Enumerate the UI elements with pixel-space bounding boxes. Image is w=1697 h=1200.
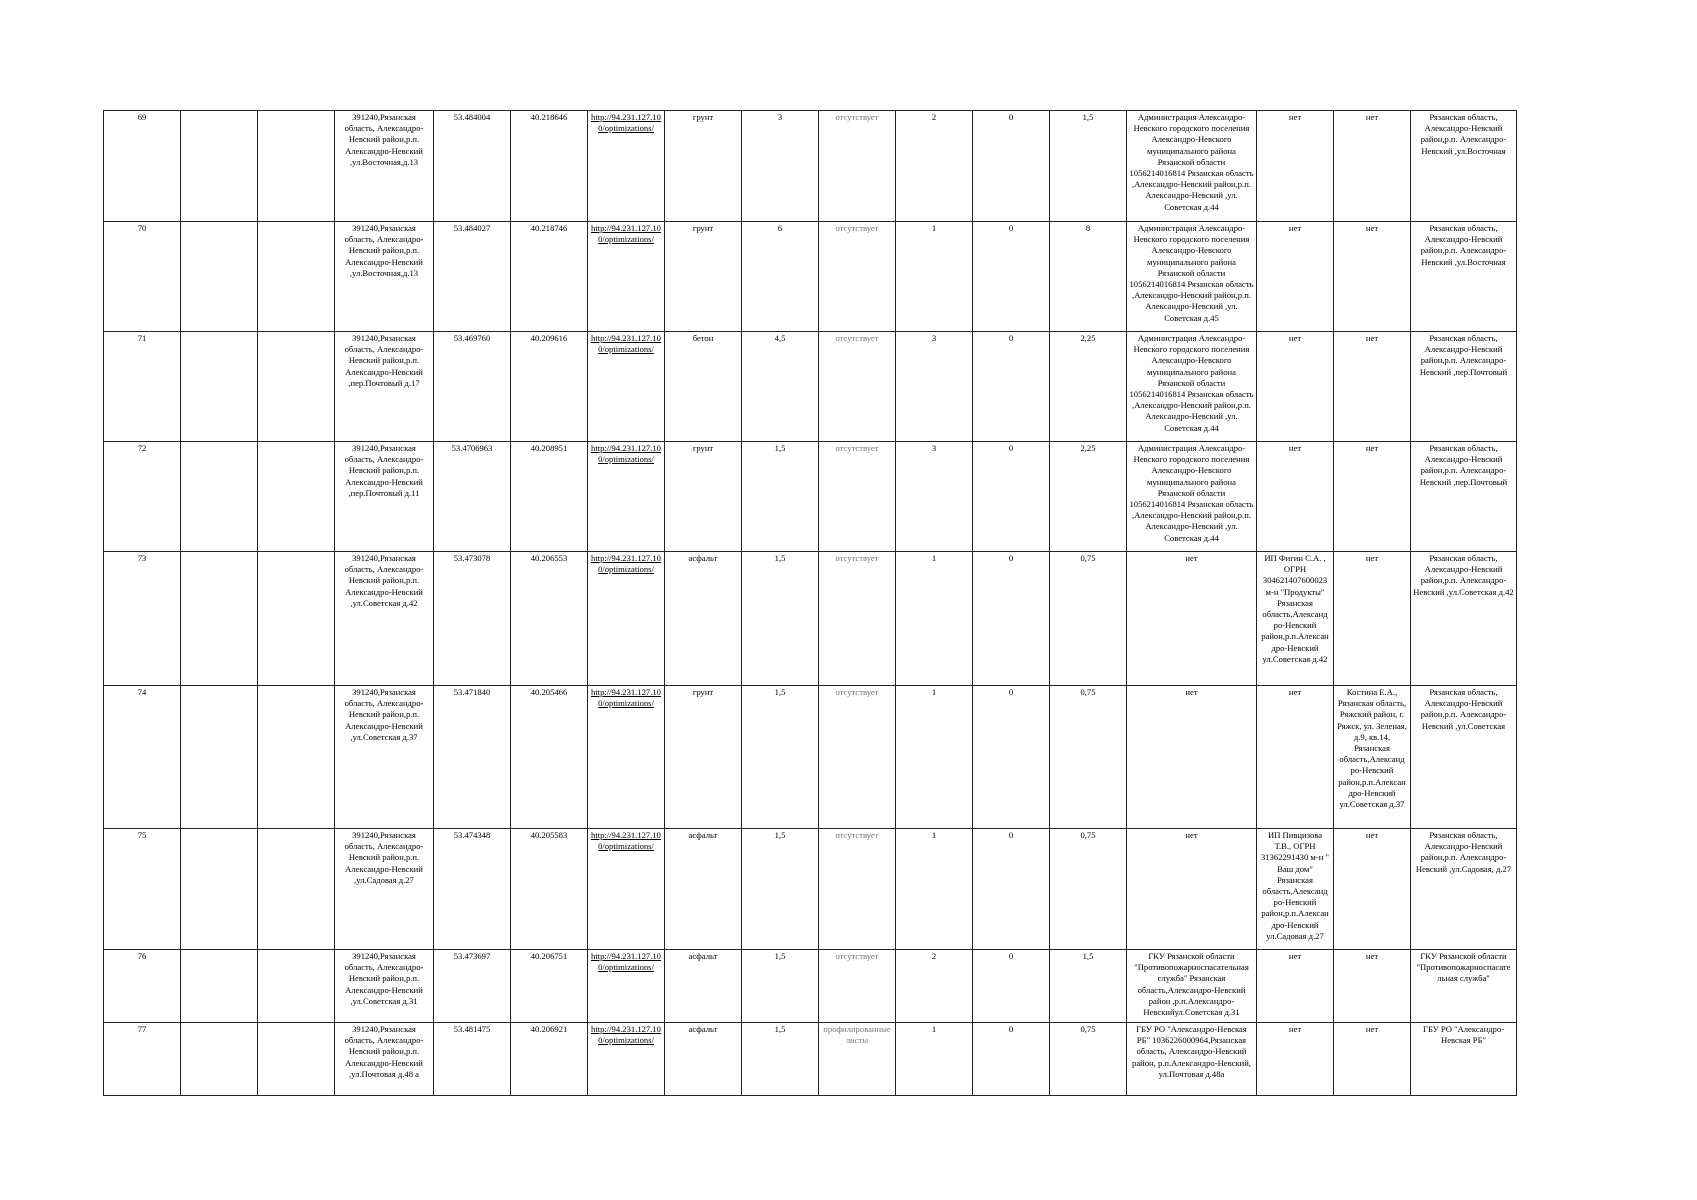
empty-cell [181, 686, 258, 829]
latitude-cell: 53.473078 [434, 552, 511, 686]
address-cell: 391240,Рязанская область, Александро-Невский район,р.п. Александро-Невский ,ул.Садовая д.27 [335, 829, 434, 950]
surface-cell: асфальт [665, 552, 742, 686]
org1-cell: ИП Пивцизова Т.В., ОГРН 31362291430 м-н " Ваш дом" Рязанская область,Александ ро-Невский район,р.п.Алексан дро-Невский ул.Садовая д.27 [1257, 829, 1334, 950]
empty-cell [181, 332, 258, 442]
org1-cell: нет [1257, 950, 1334, 1023]
map-link[interactable]: http://94.231.127.10 0/optimizations/ [588, 222, 665, 332]
table-row [104, 950, 1517, 1023]
org1-cell: нет [1257, 686, 1334, 829]
volume-cell: 2,25 [1050, 332, 1127, 442]
latitude-cell: 53.484027 [434, 222, 511, 332]
owner-cell: нет [1127, 552, 1257, 686]
area-cell: 3 [742, 111, 819, 222]
waste-sites-table [103, 110, 1517, 1096]
empty-cell [258, 442, 335, 552]
latitude-cell: 53.473697 [434, 950, 511, 1023]
fence-cell: отсутствует [819, 686, 896, 829]
row-number: 75 [104, 829, 181, 950]
area-cell: 1,5 [742, 950, 819, 1023]
map-link[interactable]: http://94.231.127.10 0/optimizations/ [588, 950, 665, 1023]
surface-cell: грунт [665, 111, 742, 222]
empty-cell [181, 111, 258, 222]
map-link[interactable]: http://94.231.127.10 0/optimizations/ [588, 686, 665, 829]
fence-cell: отсутствует [819, 552, 896, 686]
surface-cell: асфальт [665, 1023, 742, 1096]
map-link[interactable]: http://94.231.127.10 0/optimizations/ [588, 111, 665, 222]
map-link[interactable]: http://94.231.127.10 0/optimizations/ [588, 442, 665, 552]
row-number: 77 [104, 1023, 181, 1096]
volume-cell: 0,75 [1050, 829, 1127, 950]
empty-cell [181, 1023, 258, 1096]
fence-cell: отсутствует [819, 442, 896, 552]
owner-cell: Администрация Александро-Невского городского поселения Александро-Невского муниципального района Рязанской области 1056214016814 Рязанская область ,Александро-Невский район,р.п. Александро-Невский ,ул. Советская д.44 [1127, 332, 1257, 442]
org1-cell: нет [1257, 1023, 1334, 1096]
empty-cell [258, 222, 335, 332]
owner-cell: нет [1127, 829, 1257, 950]
volume-cell: 1,5 [1050, 950, 1127, 1023]
latitude-cell: 53.469760 [434, 332, 511, 442]
area-cell: 1,5 [742, 1023, 819, 1096]
map-link[interactable]: http://94.231.127.10 0/optimizations/ [588, 552, 665, 686]
containers-cell: 1 [896, 552, 973, 686]
owner-cell: нет [1127, 686, 1257, 829]
org2-cell: Костина Е.А., Рязанская область, Ряжский район, г. Ряжск, ул. Зеленая, д.9, кв.14, Рязанская область,Александ ро-Невский район,р.п.Алексан дро-Невский ул.Советская д.37 [1334, 686, 1411, 829]
latitude-cell: 53.481475 [434, 1023, 511, 1096]
longitude-cell: 40.208951 [511, 442, 588, 552]
fence-cell: профилированные листы [819, 1023, 896, 1096]
row-number: 70 [104, 222, 181, 332]
volume-cell: 0,75 [1050, 1023, 1127, 1096]
empty-cell [258, 950, 335, 1023]
org1-cell: ИП Фигин С.А. , ОГРН 304621407600023 м-н "Продукты" Рязанская область,Александ ро-Невский район,р.п.Алексан дро-Невский ул.Советская д.42 [1257, 552, 1334, 686]
empty-cell [181, 950, 258, 1023]
volume-cell: 0,75 [1050, 552, 1127, 686]
planned-containers-cell: 0 [973, 950, 1050, 1023]
longitude-cell: 40.218646 [511, 111, 588, 222]
source-cell: Рязанская область, Александро-Невский район,р.п. Александро-Невский ,ул.Восточная [1411, 222, 1517, 332]
planned-containers-cell: 0 [973, 222, 1050, 332]
containers-cell: 2 [896, 111, 973, 222]
area-cell: 1,5 [742, 552, 819, 686]
org1-cell: нет [1257, 442, 1334, 552]
address-cell: 391240,Рязанская область, Александро-Невский район,р.п. Александро-Невский ,ул.Почтовая д.48 а [335, 1023, 434, 1096]
longitude-cell: 40.206921 [511, 1023, 588, 1096]
empty-cell [181, 222, 258, 332]
org2-cell: нет [1334, 332, 1411, 442]
registry-sheet [103, 110, 1513, 1086]
org1-cell: нет [1257, 332, 1334, 442]
surface-cell: грунт [665, 442, 742, 552]
fence-cell: отсутствует [819, 111, 896, 222]
owner-cell: Администрация Александро-Невского городского поселения Александро-Невского муниципального района Рязанской области 1056214016814 Рязанская область ,Александро-Невский район,р.п. Александро-Невский ,ул. Советская д.44 [1127, 442, 1257, 552]
row-number: 69 [104, 111, 181, 222]
planned-containers-cell: 0 [973, 829, 1050, 950]
source-cell: Рязанская область, Александро-Невский район,р.п. Александро-Невский ,ул.Восточная [1411, 111, 1517, 222]
source-cell: Рязанская область, Александро-Невский район,р.п. Александро-Невский ,ул.Советская д.42 [1411, 552, 1517, 686]
map-link[interactable]: http://94.231.127.10 0/optimizations/ [588, 332, 665, 442]
source-cell: Рязанская область, Александро-Невский район,р.п. Александро-Невский ,ул.Советская [1411, 686, 1517, 829]
source-cell: Рязанская область, Александро-Невский район,р.п. Александро-Невский ,пер.Почтовый [1411, 442, 1517, 552]
org2-cell: нет [1334, 829, 1411, 950]
area-cell: 1,5 [742, 829, 819, 950]
planned-containers-cell: 0 [973, 552, 1050, 686]
row-number: 76 [104, 950, 181, 1023]
org1-cell: нет [1257, 222, 1334, 332]
address-cell: 391240,Рязанская область, Александро-Невский район,р.п. Александро-Невский ,пер.Почтовый д.17 [335, 332, 434, 442]
volume-cell: 1,5 [1050, 111, 1127, 222]
containers-cell: 3 [896, 442, 973, 552]
table-row [104, 222, 1517, 332]
surface-cell: бетон [665, 332, 742, 442]
row-number: 72 [104, 442, 181, 552]
owner-cell: ГБУ РО "Александро-Невская РБ" 1036226000964,Рязанская область, Александро-Невский район, р.п.Александро-Невский, ул.Почтовая д.48а [1127, 1023, 1257, 1096]
area-cell: 6 [742, 222, 819, 332]
surface-cell: грунт [665, 686, 742, 829]
longitude-cell: 40.205466 [511, 686, 588, 829]
table-row [104, 332, 1517, 442]
source-cell: Рязанская область, Александро-Невский район,р.п. Александро-Невский ,пер.Почтовый [1411, 332, 1517, 442]
org2-cell: нет [1334, 442, 1411, 552]
planned-containers-cell: 0 [973, 1023, 1050, 1096]
longitude-cell: 40.218746 [511, 222, 588, 332]
surface-cell: асфальт [665, 829, 742, 950]
fence-cell: отсутствует [819, 829, 896, 950]
empty-cell [181, 829, 258, 950]
empty-cell [181, 552, 258, 686]
org1-cell: нет [1257, 111, 1334, 222]
containers-cell: 2 [896, 950, 973, 1023]
row-number: 71 [104, 332, 181, 442]
volume-cell: 8 [1050, 222, 1127, 332]
fence-cell: отсутствует [819, 950, 896, 1023]
empty-cell [181, 442, 258, 552]
org2-cell: нет [1334, 222, 1411, 332]
latitude-cell: 53.471840 [434, 686, 511, 829]
empty-cell [258, 686, 335, 829]
empty-cell [258, 829, 335, 950]
containers-cell: 3 [896, 332, 973, 442]
empty-cell [258, 111, 335, 222]
longitude-cell: 40.209616 [511, 332, 588, 442]
source-cell: ГБУ РО "Александро-Невская РБ" [1411, 1023, 1517, 1096]
table-row [104, 552, 1517, 686]
longitude-cell: 40.205583 [511, 829, 588, 950]
owner-cell: Администрация Александро-Невского городского поселения Александро-Невского муниципального района Рязанской области 1056214016814 Рязанская область ,Александро-Невский район,р.п. Александро-Невский ,ул. Советская д.44 [1127, 111, 1257, 222]
surface-cell: асфальт [665, 950, 742, 1023]
planned-containers-cell: 0 [973, 111, 1050, 222]
map-link[interactable]: http://94.231.127.10 0/optimizations/ [588, 829, 665, 950]
longitude-cell: 40.206553 [511, 552, 588, 686]
area-cell: 1,5 [742, 442, 819, 552]
table-row [104, 1023, 1517, 1096]
source-cell: Рязанская область, Александро-Невский район,р.п. Александро-Невский ,ул.Садовая, д.27 [1411, 829, 1517, 950]
area-cell: 4,5 [742, 332, 819, 442]
address-cell: 391240,Рязанская область, Александро-Невский район,р.п. Александро-Невский ,ул.Советская д.37 [335, 686, 434, 829]
surface-cell: грунт [665, 222, 742, 332]
row-number: 73 [104, 552, 181, 686]
containers-cell: 1 [896, 1023, 973, 1096]
row-number: 74 [104, 686, 181, 829]
table-row [104, 442, 1517, 552]
org2-cell: нет [1334, 111, 1411, 222]
fence-cell: отсутствует [819, 332, 896, 442]
address-cell: 391240,Рязанская область, Александро-Невский район,р.п. Александро-Невский ,ул.Советская д.31 [335, 950, 434, 1023]
empty-cell [258, 552, 335, 686]
table-row [104, 111, 1517, 222]
latitude-cell: 53.4706963 [434, 442, 511, 552]
address-cell: 391240,Рязанская область, Александро-Невский район,р.п. Александро-Невский ,ул.Восточная,д.13 [335, 111, 434, 222]
address-cell: 391240,Рязанская область, Александро-Невский район,р.п. Александро-Невский ,пер.Почтовый д.11 [335, 442, 434, 552]
table-row [104, 686, 1517, 829]
owner-cell: ГКУ Рязанской области "Противопожарноспасательная служба" Рязанская область,Александро-Невский район ,р.п.Александро-Невскийул.Советская д.31 [1127, 950, 1257, 1023]
org2-cell: нет [1334, 1023, 1411, 1096]
planned-containers-cell: 0 [973, 686, 1050, 829]
containers-cell: 1 [896, 829, 973, 950]
org2-cell: нет [1334, 950, 1411, 1023]
latitude-cell: 53.484004 [434, 111, 511, 222]
containers-cell: 1 [896, 686, 973, 829]
volume-cell: 2,25 [1050, 442, 1127, 552]
table-row [104, 829, 1517, 950]
fence-cell: отсутствует [819, 222, 896, 332]
planned-containers-cell: 0 [973, 442, 1050, 552]
longitude-cell: 40.206751 [511, 950, 588, 1023]
address-cell: 391240,Рязанская область, Александро-Невский район,р.п. Александро-Невский ,ул.Восточная,д.13 [335, 222, 434, 332]
containers-cell: 1 [896, 222, 973, 332]
latitude-cell: 53.474348 [434, 829, 511, 950]
address-cell: 391240,Рязанская область, Александро-Невский район,р.п. Александро-Невский ,ул.Советская д.42 [335, 552, 434, 686]
owner-cell: Администрация Александро-Невского городского поселения Александро-Невского муниципального района Рязанской области 1056214016814 Рязанская область ,Александро-Невский район,р.п. Александро-Невский ,ул. Советская д.45 [1127, 222, 1257, 332]
area-cell: 1,5 [742, 686, 819, 829]
empty-cell [258, 332, 335, 442]
planned-containers-cell: 0 [973, 332, 1050, 442]
source-cell: ГКУ Рязанской области "Противопожарноспасате льная служба" [1411, 950, 1517, 1023]
map-link[interactable]: http://94.231.127.10 0/optimizations/ [588, 1023, 665, 1096]
empty-cell [258, 1023, 335, 1096]
org2-cell: нет [1334, 552, 1411, 686]
volume-cell: 0,75 [1050, 686, 1127, 829]
